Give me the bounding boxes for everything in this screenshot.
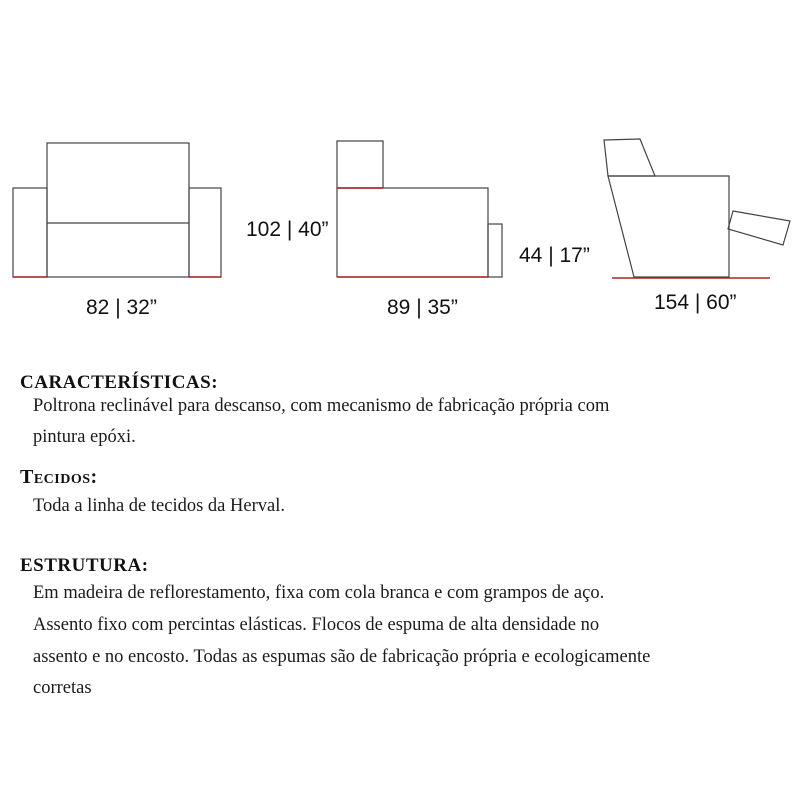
side-body [337, 188, 488, 277]
tecidos-heading: Tecidos: [20, 466, 98, 488]
reclined-body [608, 176, 729, 277]
caracteristicas-heading: CARACTERÍSTICAS: [20, 372, 219, 393]
reclined-headrest [604, 139, 655, 176]
seat-height-label: 44 | 17” [519, 244, 590, 267]
side-floor-lines [337, 188, 488, 277]
tecidos-line-1: Toda a linha de tecidos da Herval. [33, 496, 285, 516]
estrutura-line-3: assento e no encosto. Todas as espumas são de fabricação própria e ecologicamente [33, 647, 651, 667]
estrutura-line-2: Assento fixo com percintas elásticas. Flocos de espuma de alta densidade no [33, 615, 600, 635]
estrutura-line-4: corretas [33, 678, 92, 698]
side-footrest [488, 224, 502, 277]
side-view-drawing [337, 141, 502, 277]
side-headrest [337, 141, 383, 188]
dimension-drawings [0, 0, 800, 340]
height-label: 102 | 40” [246, 218, 329, 241]
front-backrest [47, 143, 189, 277]
caracteristicas-line-1: Poltrona reclinável para descanso, com mecanismo de fabricação própria com [33, 396, 610, 416]
caracteristicas-line-2: pintura epóxi. [33, 427, 136, 447]
reclined-view-drawing [604, 139, 790, 277]
estrutura-line-1: Em madeira de reflorestamento, fixa com cola branca e com grampos de aço. [33, 583, 605, 603]
front-left-arm [13, 188, 47, 277]
reclined-footrest [728, 211, 790, 245]
reclined-depth-label: 154 | 60” [654, 291, 737, 314]
front-right-arm [189, 188, 221, 277]
front-view-drawing [13, 143, 221, 277]
side-depth-label: 89 | 35” [387, 296, 458, 319]
front-width-label: 82 | 32” [86, 296, 157, 319]
estrutura-heading: ESTRUTURA: [20, 555, 149, 576]
